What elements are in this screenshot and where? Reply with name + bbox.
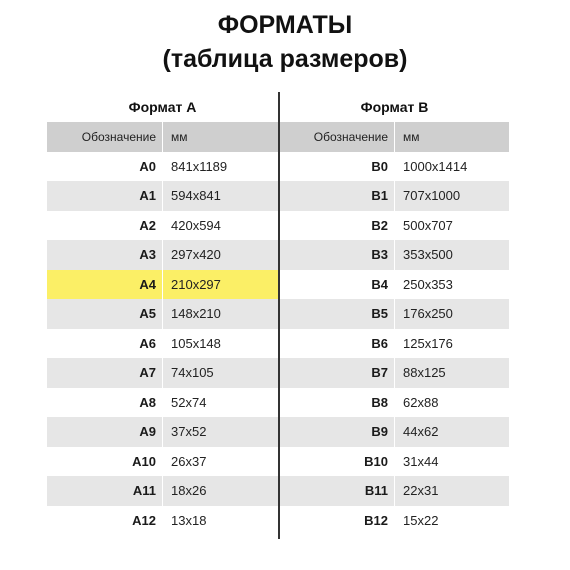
format-code: B8 — [280, 388, 395, 418]
column-header-units: мм — [171, 129, 188, 144]
format-size: 52x74 — [171, 394, 207, 410]
table-header-row — [47, 122, 278, 152]
format-size: 74x105 — [171, 365, 214, 381]
format-size: 210x297 — [171, 276, 221, 292]
format-size: 594x841 — [171, 188, 221, 204]
table-row — [280, 211, 509, 241]
format-code: B3 — [280, 240, 395, 270]
table-row — [280, 152, 509, 182]
table-row — [280, 358, 509, 388]
format-code: A12 — [47, 506, 163, 536]
format-code: A8 — [47, 388, 163, 418]
format-code: A2 — [47, 211, 163, 241]
format-size: 500x707 — [403, 217, 453, 233]
format-code: B0 — [280, 152, 395, 182]
format-size: 105x148 — [171, 335, 221, 351]
format-code: A0 — [47, 152, 163, 182]
format-code: B7 — [280, 358, 395, 388]
format-code: A7 — [47, 358, 163, 388]
format-a-heading: Формат A — [128, 99, 197, 115]
table-row — [280, 417, 509, 447]
page-subtitle: (таблица размеров) — [162, 45, 408, 73]
format-size: 37x52 — [171, 424, 207, 440]
format-code: B9 — [280, 417, 395, 447]
table-row — [280, 476, 509, 506]
format-size: 176x250 — [403, 306, 453, 322]
table-row — [280, 447, 509, 477]
format-code: B11 — [280, 476, 395, 506]
format-code: B6 — [280, 329, 395, 359]
format-size: 22x31 — [403, 483, 439, 499]
format-code: A1 — [47, 181, 163, 211]
column-header-designation: Обозначение — [47, 122, 163, 152]
format-size: 31x44 — [403, 453, 439, 469]
table-row — [47, 152, 278, 182]
page-title: ФОРМАТЫ — [217, 11, 353, 39]
format-code: B10 — [280, 447, 395, 477]
format-code: B2 — [280, 211, 395, 241]
format-code: A10 — [47, 447, 163, 477]
table-row — [47, 211, 278, 241]
format-code: B12 — [280, 506, 395, 536]
format-size: 841x1189 — [171, 158, 228, 174]
format-size: 88x125 — [403, 365, 446, 381]
table-row — [47, 388, 278, 418]
format-size: 15x22 — [403, 512, 439, 528]
format-size: 125x176 — [403, 335, 453, 351]
format-size: 44x62 — [403, 424, 439, 440]
format-size: 420x594 — [171, 217, 221, 233]
table-row — [47, 476, 278, 506]
format-code: A5 — [47, 299, 163, 329]
format-size: 707x1000 — [403, 188, 461, 204]
table-header-row — [280, 122, 509, 152]
table-row — [280, 329, 509, 359]
table-row — [47, 506, 278, 536]
table-row — [280, 240, 509, 270]
format-a-table — [47, 92, 278, 535]
table-row — [47, 329, 278, 359]
table-row — [47, 358, 278, 388]
format-size: 18x26 — [171, 483, 207, 499]
format-code: B4 — [280, 270, 395, 300]
format-size: 148x210 — [171, 306, 221, 322]
format-code: B1 — [280, 181, 395, 211]
table-row — [47, 299, 278, 329]
table-row — [280, 270, 509, 300]
table-row — [47, 181, 278, 211]
column-header-units: мм — [403, 129, 420, 144]
table-row — [280, 299, 509, 329]
column-header-designation: Обозначение — [280, 122, 395, 152]
format-code: A6 — [47, 329, 163, 359]
format-b-heading: Формат B — [360, 99, 429, 115]
format-code: A4 — [47, 270, 163, 300]
format-code: A9 — [47, 417, 163, 447]
table-row — [280, 181, 509, 211]
format-size: 13x18 — [171, 512, 207, 528]
format-size: 353x500 — [403, 247, 453, 263]
table-row — [47, 417, 278, 447]
table-row — [280, 506, 509, 536]
table-row — [280, 388, 509, 418]
table-row — [47, 447, 278, 477]
format-size: 1000x1414 — [403, 158, 468, 174]
format-code: A11 — [47, 476, 163, 506]
format-size: 62x88 — [403, 394, 439, 410]
table-row — [47, 240, 278, 270]
format-code: B5 — [280, 299, 395, 329]
format-b-table — [280, 92, 509, 535]
table-row — [47, 270, 278, 300]
format-b-rows — [280, 152, 509, 536]
format-size: 297x420 — [171, 247, 221, 263]
format-size: 26x37 — [171, 453, 207, 469]
format-size: 250x353 — [403, 276, 453, 292]
format-a-rows — [47, 152, 278, 536]
format-code: A3 — [47, 240, 163, 270]
